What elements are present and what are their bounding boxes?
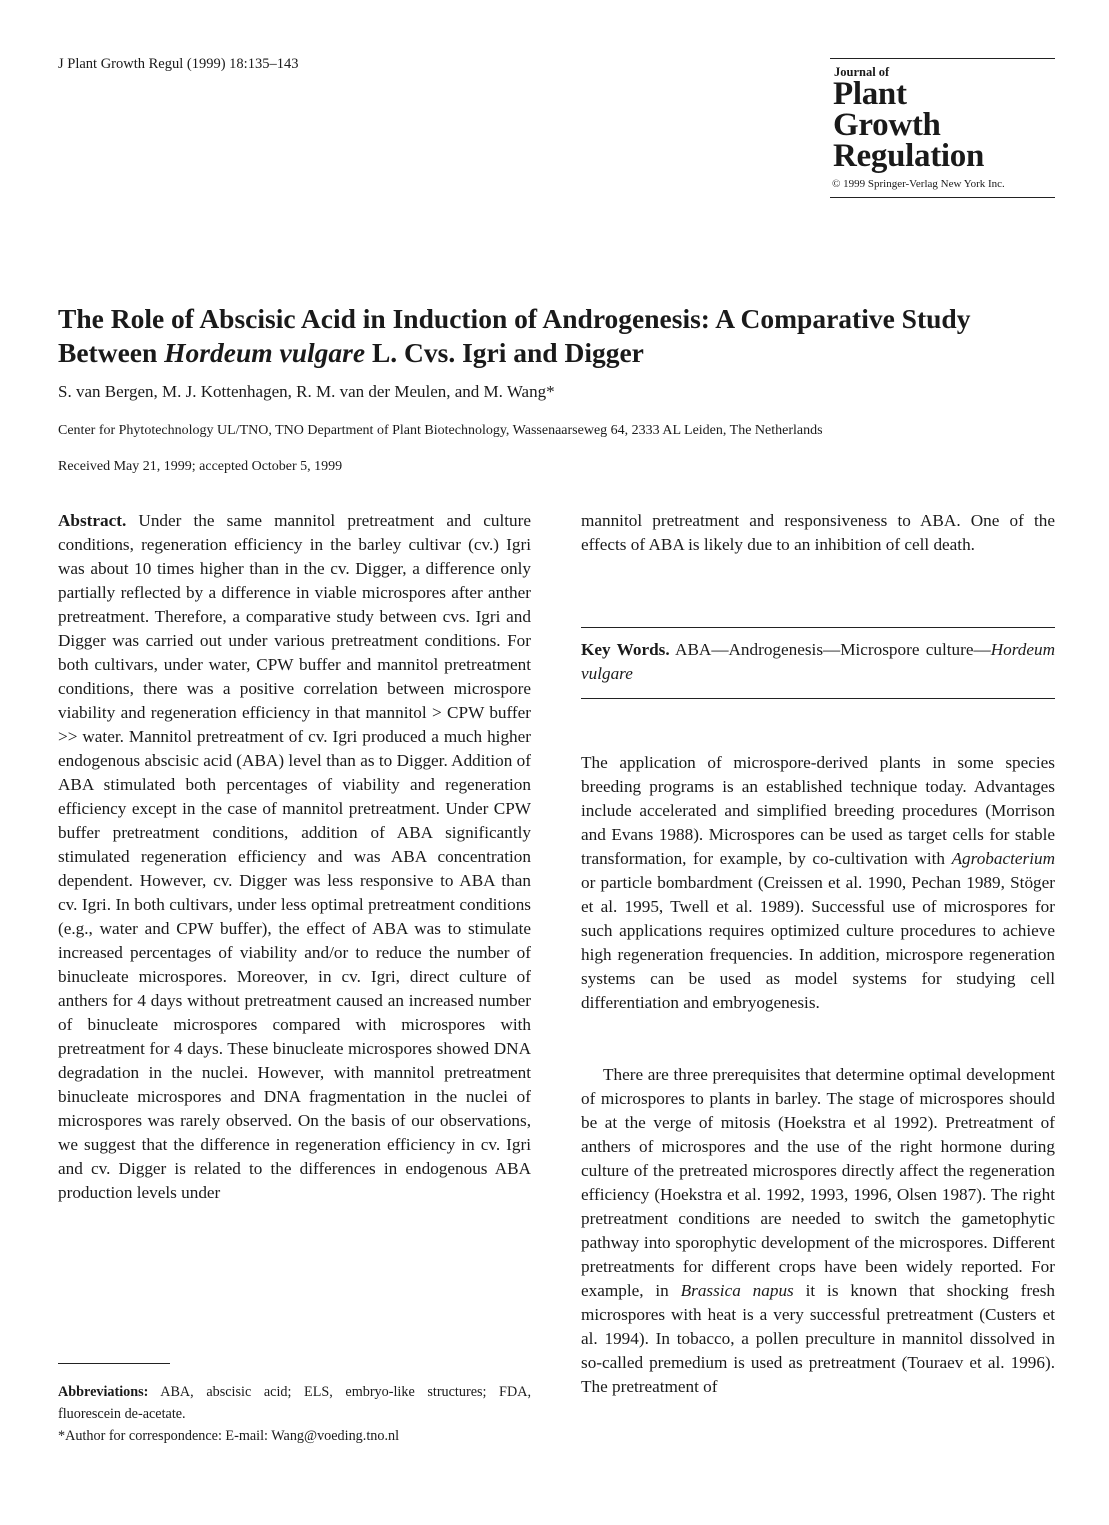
- abstract-label: Abstract.: [58, 511, 127, 530]
- journal-logo: [830, 58, 1055, 198]
- body-text: or particle bombardment (Creissen et al. 1990, Pechan 1989, Stöger et al. 1995, Twell et al. 1989). Successful use of microspores for such applications requires optimized culture procedures to achieve high regeneration frequencies. In addition, microspore regeneration systems can be used as model systems for studying cell differentiation and embryogenesis.: [581, 873, 1055, 1012]
- body-text: The application of microspore-derived plants in some species breeding programs is an established technique today. Advantages include accelerated and simplified breeding procedures (Morrison and Evans 1988). Microspores can be used as target cells for stable transformation, for example, by co-cultivation with: [581, 753, 1055, 868]
- abstract-text: Under the same mannitol pretreatment and culture conditions, regeneration efficiency in the barley cultivar (cv.) Igri was about 10 times higher than in the cv. Digger, a difference only partially reflected by a difference in viable microspores after anther pretreatment. Therefore, a comparative study between cvs. Igri and Digger was carried out under various pretreatment conditions. For both cultivars, under water, CPW buffer and mannitol pretreatment conditions, there was a positive correlation between microspore viability and regeneration efficiency in that mannitol > CPW buffer >> water. Mannitol pretreatment of cv. Igri produced a much higher endogenous abscisic acid (ABA) level than as to Digger. Addition of ABA stimulated both percentages of viability and regeneration efficiency except in the case of mannitol pretreatment. Under CPW buffer pretreatment conditions, addition of ABA significantly stimulated regeneration efficiency and was ABA concentration dependent. However, cv. Digger was less responsive to ABA than cv. Igri. In both cultivars, under less optimal pretreatment conditions (e.g., water and CPW buffer), the effect of ABA was to stimulate increased percentages of viability and/or to reduce the number of binucleate microspores. Moreover, in cv. Igri, direct culture of anthers for 4 days without pretreatment caused an increased number of binucleate microspores compared with microspores with pretreatment for 4 days. These binucleate microspores showed DNA degradation in the nuclei. However, with mannitol pretreatment binucleate microspores and DNA fragmentation in the nuclei of microspores was rarely observed. On the basis of our observations, we suggest that the difference in regeneration efficiency in cv. Igri and cv. Digger is related to the differences in endogenous ABA production levels under: [58, 511, 531, 1202]
- body-paragraph-2: [581, 1063, 1055, 1399]
- footnotes: [58, 1381, 531, 1447]
- journal-name-line-3: Regulation: [833, 138, 985, 174]
- affiliation: Center for Phytotechnology UL/TNO, TNO Department of Plant Biotechnology, Wassenaarseweg 64, 2333 AL Leiden, The Netherlands: [58, 423, 823, 438]
- footnote-divider: [58, 1363, 170, 1364]
- body-italic-term: Agrobacterium: [951, 849, 1055, 868]
- abstract-continuation: mannitol pretreatment and responsiveness to ABA. One of the effects of ABA is likely due to an inhibition of cell death.: [581, 511, 1055, 554]
- correspondence-footnote: *Author for correspondence: E-mail: Wang@voeding.tno.nl: [58, 1428, 400, 1444]
- journal-name-line-1: Plant: [833, 76, 907, 112]
- title-text: The Role of Abscisic Acid in Induction of Androgenesis: A Comparative Study Between: [58, 303, 971, 368]
- keywords: [581, 638, 1055, 686]
- keywords-species: Hordeum vulgare: [581, 640, 1055, 683]
- article-title: [58, 302, 1058, 370]
- keywords-label: Key Words.: [581, 640, 670, 659]
- abbreviations-text: ABA, abscisic acid; ELS, embryo-like structures; FDA, fluorescein de-acetate.: [58, 1384, 531, 1422]
- keywords-text: ABA—Androgenesis—Microspore culture—: [669, 640, 991, 659]
- title-text-end: L. Cvs. Igri and Digger: [365, 337, 644, 368]
- journal-of-label: Journal of: [834, 65, 890, 79]
- received-dates: Received May 21, 1999; accepted October 5, 1999: [58, 459, 343, 474]
- title-species: Hordeum vulgare: [164, 337, 366, 368]
- journal-name-line-2: Growth: [833, 107, 941, 143]
- journal-citation: J Plant Growth Regul (1999) 18:135–143: [58, 56, 299, 72]
- body-text: There are three prerequisites that determine optimal development of microspores to plants in barley. The stage of microspores should be at the verge of mitosis (Hoekstra et al 1992). Pretreatment of anthers of microspores and the use of the right hormone during culture of the pretreated microspores directly affect the regeneration efficiency (Hoekstra et al. 1992, 1993, 1996, Olsen 1987). The right pretreatment conditions are needed to switch the gametophytic pathway into sporophytic development of the microspores. Different pretreatments for different crops have been widely reported. For example, in: [581, 1065, 1055, 1300]
- author-list: S. van Bergen, M. J. Kottenhagen, R. M. van der Meulen, and M. Wang*: [58, 382, 555, 401]
- copyright-notice: © 1999 Springer-Verlag New York Inc.: [832, 178, 1005, 190]
- keywords-section: [581, 627, 1055, 699]
- abstract: [58, 509, 531, 1205]
- abbreviations-footnote: [58, 1381, 531, 1425]
- body-italic-term: Brassica napus: [680, 1281, 794, 1300]
- abbreviations-label: Abbreviations:: [58, 1384, 149, 1400]
- body-paragraph-1: [581, 751, 1055, 1015]
- body-text: it is known that shocking fresh microspores with heat is a very successful pretreatment (Custers et al. 1994). In tobacco, a pollen preculture in mannitol dissolved in so-called premedium is used as pretreatment (Touraev et al. 1996). The pretreatment of: [581, 1281, 1055, 1396]
